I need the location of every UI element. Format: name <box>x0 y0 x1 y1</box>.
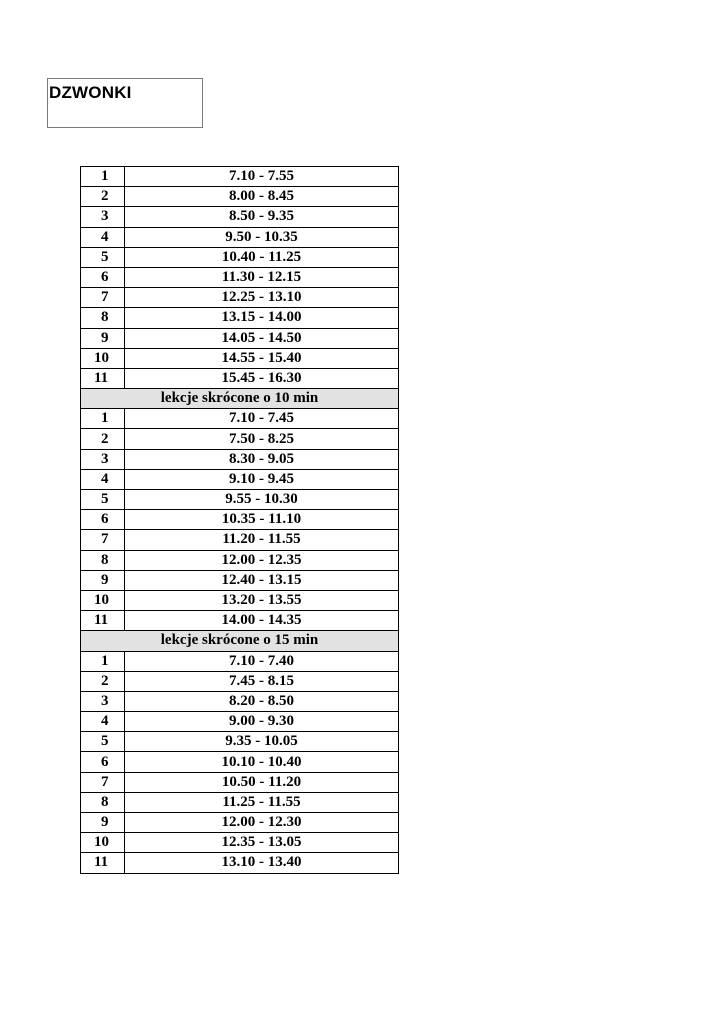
table-row <box>81 490 399 510</box>
table-row <box>81 530 399 550</box>
lesson-time: 13.10 - 13.40 <box>125 853 399 873</box>
lesson-time: 9.10 - 9.45 <box>125 469 399 489</box>
table-row <box>81 611 399 631</box>
table-row <box>81 691 399 711</box>
lesson-number: 4 <box>81 712 125 732</box>
table-body <box>81 167 399 874</box>
section-header-row <box>81 389 399 409</box>
table-row <box>81 247 399 267</box>
table-row <box>81 510 399 530</box>
section-header-label: lekcje skrócone o 10 min <box>81 389 399 409</box>
lesson-time: 8.50 - 9.35 <box>125 207 399 227</box>
lesson-time: 9.00 - 9.30 <box>125 712 399 732</box>
lesson-time: 10.40 - 11.25 <box>125 247 399 267</box>
lesson-time: 13.15 - 14.00 <box>125 308 399 328</box>
lesson-number: 8 <box>81 792 125 812</box>
lesson-time: 8.00 - 8.45 <box>125 187 399 207</box>
table-row <box>81 409 399 429</box>
table-row <box>81 550 399 570</box>
lesson-time: 9.55 - 10.30 <box>125 490 399 510</box>
lesson-number: 4 <box>81 469 125 489</box>
lesson-number: 7 <box>81 530 125 550</box>
table-row <box>81 712 399 732</box>
title-box <box>47 78 203 128</box>
lesson-number: 6 <box>81 752 125 772</box>
table-row <box>81 187 399 207</box>
lesson-time: 13.20 - 13.55 <box>125 590 399 610</box>
lesson-time: 9.50 - 10.35 <box>125 227 399 247</box>
lesson-number: 2 <box>81 187 125 207</box>
lesson-number: 5 <box>81 732 125 752</box>
lesson-number: 6 <box>81 267 125 287</box>
lesson-time: 14.55 - 15.40 <box>125 348 399 368</box>
table-row <box>81 732 399 752</box>
table-row <box>81 469 399 489</box>
lesson-time: 10.10 - 10.40 <box>125 752 399 772</box>
lesson-number: 10 <box>81 590 125 610</box>
lesson-number: 4 <box>81 227 125 247</box>
table-row <box>81 833 399 853</box>
section-header-row <box>81 631 399 651</box>
lesson-time: 12.00 - 12.35 <box>125 550 399 570</box>
lesson-time: 10.50 - 11.20 <box>125 772 399 792</box>
table-row <box>81 449 399 469</box>
lesson-time: 7.50 - 8.25 <box>125 429 399 449</box>
table-row <box>81 590 399 610</box>
lesson-number: 1 <box>81 409 125 429</box>
lesson-time: 10.35 - 11.10 <box>125 510 399 530</box>
lesson-number: 2 <box>81 671 125 691</box>
lesson-time: 12.40 - 13.15 <box>125 570 399 590</box>
table-row <box>81 368 399 388</box>
lesson-number: 1 <box>81 167 125 187</box>
lesson-number: 10 <box>81 833 125 853</box>
table-row <box>81 570 399 590</box>
table-row <box>81 853 399 873</box>
lesson-number: 8 <box>81 550 125 570</box>
lesson-number: 9 <box>81 813 125 833</box>
lesson-time: 12.25 - 13.10 <box>125 288 399 308</box>
lesson-number: 9 <box>81 570 125 590</box>
lesson-number: 6 <box>81 510 125 530</box>
table-row <box>81 288 399 308</box>
table-row <box>81 752 399 772</box>
lesson-number: 3 <box>81 207 125 227</box>
lesson-time: 8.30 - 9.05 <box>125 449 399 469</box>
lesson-number: 3 <box>81 691 125 711</box>
bell-schedule-table <box>80 166 399 874</box>
table-row <box>81 267 399 287</box>
section-header-label: lekcje skrócone o 15 min <box>81 631 399 651</box>
lesson-time: 11.25 - 11.55 <box>125 792 399 812</box>
lesson-number: 11 <box>81 611 125 631</box>
lesson-time: 14.05 - 14.50 <box>125 328 399 348</box>
page-title: DZWONKI <box>49 83 132 102</box>
lesson-number: 5 <box>81 490 125 510</box>
lesson-time: 15.45 - 16.30 <box>125 368 399 388</box>
lesson-time: 11.20 - 11.55 <box>125 530 399 550</box>
table-row <box>81 227 399 247</box>
lesson-number: 1 <box>81 651 125 671</box>
lesson-number: 5 <box>81 247 125 267</box>
lesson-time: 7.45 - 8.15 <box>125 671 399 691</box>
lesson-number: 10 <box>81 348 125 368</box>
lesson-time: 12.35 - 13.05 <box>125 833 399 853</box>
table-row <box>81 792 399 812</box>
table-row <box>81 813 399 833</box>
table-row <box>81 167 399 187</box>
lesson-number: 11 <box>81 853 125 873</box>
lesson-time: 7.10 - 7.45 <box>125 409 399 429</box>
table-row <box>81 671 399 691</box>
lesson-number: 9 <box>81 328 125 348</box>
lesson-number: 7 <box>81 772 125 792</box>
lesson-time: 11.30 - 12.15 <box>125 267 399 287</box>
lesson-number: 2 <box>81 429 125 449</box>
table-row <box>81 308 399 328</box>
table-row <box>81 772 399 792</box>
lesson-time: 7.10 - 7.40 <box>125 651 399 671</box>
lesson-time: 9.35 - 10.05 <box>125 732 399 752</box>
table-row <box>81 348 399 368</box>
lesson-number: 11 <box>81 368 125 388</box>
table-row <box>81 207 399 227</box>
table-row <box>81 429 399 449</box>
lesson-time: 14.00 - 14.35 <box>125 611 399 631</box>
lesson-number: 7 <box>81 288 125 308</box>
lesson-time: 12.00 - 12.30 <box>125 813 399 833</box>
table-row <box>81 651 399 671</box>
table-row <box>81 328 399 348</box>
lesson-time: 8.20 - 8.50 <box>125 691 399 711</box>
lesson-number: 3 <box>81 449 125 469</box>
lesson-time: 7.10 - 7.55 <box>125 167 399 187</box>
lesson-number: 8 <box>81 308 125 328</box>
